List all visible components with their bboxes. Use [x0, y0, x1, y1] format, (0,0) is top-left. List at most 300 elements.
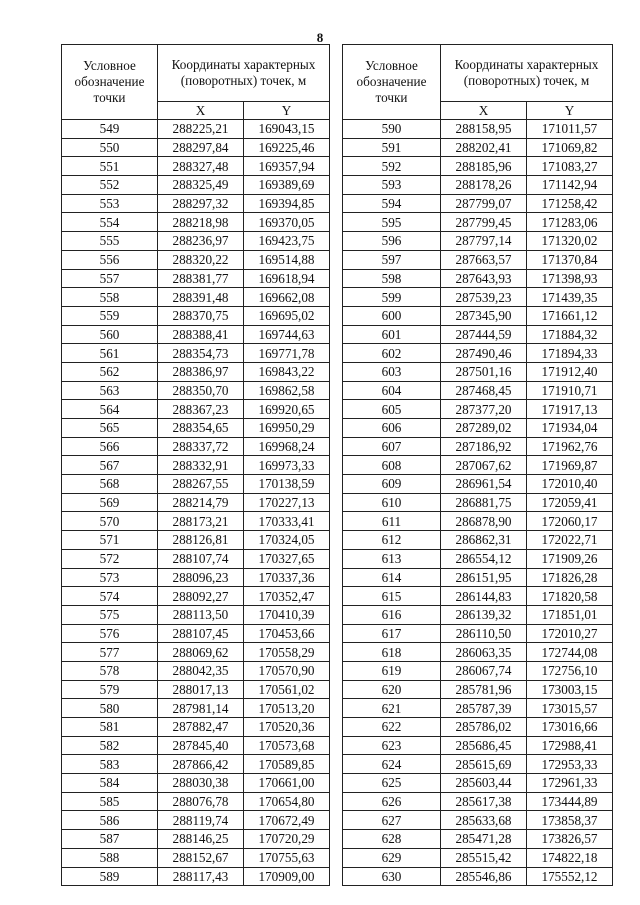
- point-number-cell: 582: [62, 736, 158, 755]
- page-number: 8: [316, 30, 324, 45]
- x-coordinate-cell: 288117,43: [158, 867, 244, 886]
- point-label-header: Условное обозначение точки: [62, 45, 158, 120]
- y-coordinate-cell: 171894,33: [527, 344, 613, 363]
- table-row: [343, 493, 613, 512]
- x-coordinate-cell: 285615,69: [441, 755, 527, 774]
- y-coordinate-cell: 169973,33: [244, 456, 330, 475]
- coordinates-header: Координаты характерных (поворотных) точек, м: [158, 45, 330, 102]
- y-coordinate-cell: 170333,41: [244, 512, 330, 531]
- table-row: [62, 493, 330, 512]
- x-coordinate-cell: 288214,79: [158, 493, 244, 512]
- y-coordinate-cell: 170324,05: [244, 531, 330, 550]
- point-number-cell: 584: [62, 774, 158, 793]
- point-number-cell: 564: [62, 400, 158, 419]
- table-row: [343, 792, 613, 811]
- x-coordinate-cell: 285603,44: [441, 774, 527, 793]
- table-row: [343, 736, 613, 755]
- table-row: [343, 400, 613, 419]
- point-number-cell: 576: [62, 624, 158, 643]
- table-row: [343, 381, 613, 400]
- y-coordinate-cell: 171826,28: [527, 568, 613, 587]
- x-coordinate-cell: 288017,13: [158, 680, 244, 699]
- table-row: [62, 176, 330, 195]
- y-coordinate-cell: 169744,63: [244, 325, 330, 344]
- point-number-cell: 622: [343, 718, 441, 737]
- point-number-cell: 612: [343, 531, 441, 550]
- y-coordinate-cell: 172059,41: [527, 493, 613, 512]
- point-number-cell: 569: [62, 493, 158, 512]
- table-row: [343, 661, 613, 680]
- point-number-cell: 590: [343, 120, 441, 139]
- y-coordinate-cell: 173444,89: [527, 792, 613, 811]
- x-coordinate-cell: 286881,75: [441, 493, 527, 512]
- table-row: [62, 456, 330, 475]
- point-number-cell: 594: [343, 194, 441, 213]
- point-number-cell: 559: [62, 306, 158, 325]
- table-row: [62, 157, 330, 176]
- point-number-cell: 603: [343, 362, 441, 381]
- point-number-cell: 619: [343, 661, 441, 680]
- x-coordinate-cell: 287539,23: [441, 288, 527, 307]
- y-coordinate-cell: 170570,90: [244, 661, 330, 680]
- x-coordinate-cell: 285617,38: [441, 792, 527, 811]
- y-coordinate-cell: 170755,63: [244, 848, 330, 867]
- y-coordinate-cell: 170573,68: [244, 736, 330, 755]
- table-row: [62, 437, 330, 456]
- y-coordinate-cell: 172010,27: [527, 624, 613, 643]
- y-coordinate-cell: 169514,88: [244, 250, 330, 269]
- table-row: [62, 699, 330, 718]
- y-coordinate-cell: 171820,58: [527, 587, 613, 606]
- table-row: [62, 475, 330, 494]
- y-coordinate-cell: 171370,84: [527, 250, 613, 269]
- table-row: [343, 624, 613, 643]
- table-row: [343, 755, 613, 774]
- table-row: [62, 587, 330, 606]
- y-coordinate-cell: 169225,46: [244, 138, 330, 157]
- x-coordinate-cell: 288297,84: [158, 138, 244, 157]
- x-coordinate-cell: 288042,35: [158, 661, 244, 680]
- x-coordinate-cell: 287444,59: [441, 325, 527, 344]
- x-coordinate-cell: 287663,57: [441, 250, 527, 269]
- table-row: [62, 549, 330, 568]
- y-coordinate-cell: 170337,36: [244, 568, 330, 587]
- point-number-cell: 618: [343, 643, 441, 662]
- x-coordinate-cell: 288388,41: [158, 325, 244, 344]
- table-row: [62, 811, 330, 830]
- x-coordinate-cell: 288370,75: [158, 306, 244, 325]
- point-number-cell: 568: [62, 475, 158, 494]
- point-number-cell: 571: [62, 531, 158, 550]
- y-coordinate-cell: 170561,02: [244, 680, 330, 699]
- x-coordinate-cell: 286862,31: [441, 531, 527, 550]
- y-coordinate-cell: 170520,36: [244, 718, 330, 737]
- point-number-cell: 600: [343, 306, 441, 325]
- x-coordinate-cell: 287797,14: [441, 232, 527, 251]
- y-coordinate-cell: 173016,66: [527, 718, 613, 737]
- table-row: [343, 643, 613, 662]
- x-coordinate-cell: 288381,77: [158, 269, 244, 288]
- x-coordinate-cell: 288218,98: [158, 213, 244, 232]
- y-coordinate-cell: 171661,12: [527, 306, 613, 325]
- table-body-right: [343, 120, 613, 886]
- x-coordinate-cell: 285471,28: [441, 830, 527, 849]
- table-row: [343, 587, 613, 606]
- y-coordinate-cell: 170327,65: [244, 549, 330, 568]
- y-coordinate-cell: 169968,24: [244, 437, 330, 456]
- x-coordinate-cell: 288158,95: [441, 120, 527, 139]
- y-coordinate-cell: 170672,49: [244, 811, 330, 830]
- table-row: [62, 306, 330, 325]
- y-coordinate-cell: 170352,47: [244, 587, 330, 606]
- point-number-cell: 607: [343, 437, 441, 456]
- y-coordinate-cell: 171069,82: [527, 138, 613, 157]
- point-number-cell: 626: [343, 792, 441, 811]
- table-row: [62, 325, 330, 344]
- y-coordinate-cell: 171011,57: [527, 120, 613, 139]
- y-coordinate-cell: 169618,94: [244, 269, 330, 288]
- table-row: [343, 568, 613, 587]
- x-coordinate-cell: 288076,78: [158, 792, 244, 811]
- x-coordinate-cell: 287866,42: [158, 755, 244, 774]
- y-coordinate-cell: 169662,08: [244, 288, 330, 307]
- x-coordinate-cell: 288126,81: [158, 531, 244, 550]
- table-row: [62, 830, 330, 849]
- y-coordinate-cell: 169370,05: [244, 213, 330, 232]
- y-coordinate-cell: 173003,15: [527, 680, 613, 699]
- x-coordinate-cell: 288367,23: [158, 400, 244, 419]
- point-number-cell: 605: [343, 400, 441, 419]
- table-body-left: [62, 120, 330, 886]
- y-coordinate-cell: 169862,58: [244, 381, 330, 400]
- table-row: [62, 381, 330, 400]
- point-number-cell: 557: [62, 269, 158, 288]
- table-row: [62, 848, 330, 867]
- y-coordinate-cell: 172010,40: [527, 475, 613, 494]
- y-coordinate-cell: 174822,18: [527, 848, 613, 867]
- point-number-cell: 597: [343, 250, 441, 269]
- y-coordinate-cell: 171934,04: [527, 419, 613, 438]
- table-row: [62, 232, 330, 251]
- x-coordinate-cell: 288297,32: [158, 194, 244, 213]
- y-coordinate-cell: 171851,01: [527, 605, 613, 624]
- y-coordinate-cell: 171909,26: [527, 549, 613, 568]
- point-number-cell: 573: [62, 568, 158, 587]
- x-coordinate-cell: 287799,45: [441, 213, 527, 232]
- y-coordinate-cell: 172060,17: [527, 512, 613, 531]
- point-number-cell: 629: [343, 848, 441, 867]
- point-number-cell: 553: [62, 194, 158, 213]
- x-coordinate-cell: 287490,46: [441, 344, 527, 363]
- table-row: [343, 830, 613, 849]
- point-number-cell: 592: [343, 157, 441, 176]
- table-row: [343, 250, 613, 269]
- x-coordinate-cell: 288185,96: [441, 157, 527, 176]
- y-coordinate-cell: 170654,80: [244, 792, 330, 811]
- point-number-cell: 585: [62, 792, 158, 811]
- point-number-cell: 599: [343, 288, 441, 307]
- table-row: [62, 792, 330, 811]
- y-coordinate-cell: 169394,85: [244, 194, 330, 213]
- table-row: [62, 867, 330, 886]
- table-row: [62, 755, 330, 774]
- point-number-cell: 602: [343, 344, 441, 363]
- table-row: [343, 269, 613, 288]
- y-coordinate-cell: 170589,85: [244, 755, 330, 774]
- table-row: [62, 718, 330, 737]
- table-row: [343, 362, 613, 381]
- point-number-cell: 589: [62, 867, 158, 886]
- point-number-cell: 604: [343, 381, 441, 400]
- table-row: [343, 176, 613, 195]
- y-coordinate-cell: 170661,00: [244, 774, 330, 793]
- x-coordinate-cell: 286110,50: [441, 624, 527, 643]
- x-coordinate-cell: 288354,65: [158, 419, 244, 438]
- x-coordinate-cell: 286878,90: [441, 512, 527, 531]
- y-coordinate-cell: 173826,57: [527, 830, 613, 849]
- x-coordinate-cell: 285786,02: [441, 718, 527, 737]
- x-coordinate-cell: 288332,91: [158, 456, 244, 475]
- x-coordinate-cell: 288107,45: [158, 624, 244, 643]
- x-coordinate-cell: 288267,55: [158, 475, 244, 494]
- point-number-cell: 556: [62, 250, 158, 269]
- y-coordinate-cell: 172988,41: [527, 736, 613, 755]
- point-number-cell: 552: [62, 176, 158, 195]
- y-coordinate-cell: 170720,29: [244, 830, 330, 849]
- point-number-cell: 610: [343, 493, 441, 512]
- point-number-cell: 577: [62, 643, 158, 662]
- point-number-cell: 615: [343, 587, 441, 606]
- x-coordinate-cell: 288146,25: [158, 830, 244, 849]
- table-row: [62, 419, 330, 438]
- table-row: [62, 362, 330, 381]
- y-coordinate-cell: 171398,93: [527, 269, 613, 288]
- x-coordinate-cell: 288152,67: [158, 848, 244, 867]
- x-coordinate-cell: 288327,48: [158, 157, 244, 176]
- x-coordinate-cell: 288107,74: [158, 549, 244, 568]
- table-row: [62, 288, 330, 307]
- x-coordinate-cell: 287501,16: [441, 362, 527, 381]
- point-number-cell: 591: [343, 138, 441, 157]
- point-number-cell: 561: [62, 344, 158, 363]
- coordinates-header: Координаты характерных (поворотных) точек, м: [441, 45, 613, 102]
- table-row: [343, 419, 613, 438]
- y-coordinate-cell: 173015,57: [527, 699, 613, 718]
- table-row: [62, 624, 330, 643]
- x-coordinate-cell: 287377,20: [441, 400, 527, 419]
- x-coordinate-cell: 285546,86: [441, 867, 527, 886]
- point-number-cell: 550: [62, 138, 158, 157]
- table-row: [343, 120, 613, 139]
- y-coordinate-cell: 170909,00: [244, 867, 330, 886]
- y-coordinate-cell: 169357,94: [244, 157, 330, 176]
- point-number-cell: 566: [62, 437, 158, 456]
- x-coordinate-cell: 285515,42: [441, 848, 527, 867]
- y-coordinate-cell: 169771,78: [244, 344, 330, 363]
- table-row: [343, 437, 613, 456]
- y-coordinate-cell: 172022,71: [527, 531, 613, 550]
- point-number-cell: 578: [62, 661, 158, 680]
- table-row: [343, 232, 613, 251]
- point-number-cell: 575: [62, 605, 158, 624]
- x-coordinate-cell: 288391,48: [158, 288, 244, 307]
- point-number-cell: 611: [343, 512, 441, 531]
- point-number-cell: 551: [62, 157, 158, 176]
- table-row: [62, 680, 330, 699]
- table-row: [343, 774, 613, 793]
- x-coordinate-cell: 287643,93: [441, 269, 527, 288]
- table-row: [343, 288, 613, 307]
- point-number-cell: 620: [343, 680, 441, 699]
- table-row: [343, 344, 613, 363]
- table-row: [343, 456, 613, 475]
- y-coordinate-cell: 171962,76: [527, 437, 613, 456]
- point-number-cell: 572: [62, 549, 158, 568]
- x-coordinate-cell: 288350,70: [158, 381, 244, 400]
- table-row: [343, 699, 613, 718]
- table-row: [343, 718, 613, 737]
- point-number-cell: 630: [343, 867, 441, 886]
- y-coordinate-cell: 171320,02: [527, 232, 613, 251]
- table-row: [343, 306, 613, 325]
- table-row: [343, 325, 613, 344]
- point-number-cell: 628: [343, 830, 441, 849]
- point-number-cell: 608: [343, 456, 441, 475]
- y-coordinate-cell: 169843,22: [244, 362, 330, 381]
- point-number-cell: 596: [343, 232, 441, 251]
- point-number-cell: 617: [343, 624, 441, 643]
- point-number-cell: 625: [343, 774, 441, 793]
- point-number-cell: 580: [62, 699, 158, 718]
- x-coordinate-cell: 288113,50: [158, 605, 244, 624]
- x-coordinate-cell: 285686,45: [441, 736, 527, 755]
- table-row: [62, 138, 330, 157]
- x-coordinate-cell: 287067,62: [441, 456, 527, 475]
- y-coordinate-cell: 171083,27: [527, 157, 613, 176]
- table-row: [62, 269, 330, 288]
- point-number-cell: 621: [343, 699, 441, 718]
- table-row: [62, 213, 330, 232]
- table-row: [343, 475, 613, 494]
- table-row: [343, 605, 613, 624]
- y-coordinate-cell: 169389,69: [244, 176, 330, 195]
- point-number-cell: 565: [62, 419, 158, 438]
- x-coordinate-cell: 287468,45: [441, 381, 527, 400]
- x-coordinate-cell: 285781,96: [441, 680, 527, 699]
- y-coordinate-cell: 170513,20: [244, 699, 330, 718]
- y-coordinate-cell: 169043,15: [244, 120, 330, 139]
- table-row: [343, 848, 613, 867]
- x-coordinate-cell: 288337,72: [158, 437, 244, 456]
- y-coordinate-cell: 169920,65: [244, 400, 330, 419]
- table-row: [343, 213, 613, 232]
- x-coordinate-cell: 288030,38: [158, 774, 244, 793]
- table-row: [62, 512, 330, 531]
- point-number-cell: 616: [343, 605, 441, 624]
- x-coordinate-cell: 288069,62: [158, 643, 244, 662]
- table-row: [62, 194, 330, 213]
- x-coordinate-cell: 288202,41: [441, 138, 527, 157]
- y-coordinate-cell: 172744,08: [527, 643, 613, 662]
- y-coordinate-cell: 170410,39: [244, 605, 330, 624]
- x-coordinate-cell: 286151,95: [441, 568, 527, 587]
- y-coordinate-cell: 172961,33: [527, 774, 613, 793]
- point-number-cell: 587: [62, 830, 158, 849]
- x-coordinate-cell: 287186,92: [441, 437, 527, 456]
- x-coordinate-cell: 287981,14: [158, 699, 244, 718]
- x-coordinate-cell: 285787,39: [441, 699, 527, 718]
- point-number-cell: 601: [343, 325, 441, 344]
- y-coordinate-cell: 170138,59: [244, 475, 330, 494]
- point-number-cell: 586: [62, 811, 158, 830]
- x-coordinate-cell: 288320,22: [158, 250, 244, 269]
- point-number-cell: 624: [343, 755, 441, 774]
- table-row: [343, 680, 613, 699]
- y-coordinate-cell: 169695,02: [244, 306, 330, 325]
- point-number-cell: 579: [62, 680, 158, 699]
- x-header: X: [441, 101, 527, 120]
- y-coordinate-cell: 171884,32: [527, 325, 613, 344]
- x-coordinate-cell: 288119,74: [158, 811, 244, 830]
- point-number-cell: 598: [343, 269, 441, 288]
- point-number-cell: 562: [62, 362, 158, 381]
- table-row: [343, 138, 613, 157]
- table-row: [62, 643, 330, 662]
- point-number-cell: 613: [343, 549, 441, 568]
- y-coordinate-cell: 170227,13: [244, 493, 330, 512]
- x-coordinate-cell: 288236,97: [158, 232, 244, 251]
- table-row: [62, 568, 330, 587]
- y-coordinate-cell: 171258,42: [527, 194, 613, 213]
- x-coordinate-cell: 288092,27: [158, 587, 244, 606]
- y-header: Y: [527, 101, 613, 120]
- point-number-cell: 614: [343, 568, 441, 587]
- point-number-cell: 623: [343, 736, 441, 755]
- x-coordinate-cell: 288386,97: [158, 362, 244, 381]
- point-number-cell: 555: [62, 232, 158, 251]
- x-coordinate-cell: 286067,74: [441, 661, 527, 680]
- table-row: [62, 736, 330, 755]
- point-number-cell: 558: [62, 288, 158, 307]
- point-number-cell: 570: [62, 512, 158, 531]
- y-coordinate-cell: 172953,33: [527, 755, 613, 774]
- y-coordinate-cell: 172756,10: [527, 661, 613, 680]
- table-row: [343, 531, 613, 550]
- x-coordinate-cell: 287845,40: [158, 736, 244, 755]
- x-coordinate-cell: 286554,12: [441, 549, 527, 568]
- y-coordinate-cell: 175552,12: [527, 867, 613, 886]
- x-coordinate-cell: 288096,23: [158, 568, 244, 587]
- point-number-cell: 595: [343, 213, 441, 232]
- x-coordinate-cell: 286063,35: [441, 643, 527, 662]
- table-row: [62, 120, 330, 139]
- x-coordinate-cell: 287882,47: [158, 718, 244, 737]
- point-number-cell: 563: [62, 381, 158, 400]
- table-row: [343, 512, 613, 531]
- table-row: [62, 344, 330, 363]
- y-coordinate-cell: 171142,94: [527, 176, 613, 195]
- x-coordinate-cell: 286961,54: [441, 475, 527, 494]
- x-coordinate-cell: 287345,90: [441, 306, 527, 325]
- coordinates-table-right: [342, 44, 613, 886]
- y-coordinate-cell: 171910,71: [527, 381, 613, 400]
- x-coordinate-cell: 288325,49: [158, 176, 244, 195]
- y-coordinate-cell: 171439,35: [527, 288, 613, 307]
- point-number-cell: 581: [62, 718, 158, 737]
- x-coordinate-cell: 288173,21: [158, 512, 244, 531]
- y-coordinate-cell: 171912,40: [527, 362, 613, 381]
- y-coordinate-cell: 169423,75: [244, 232, 330, 251]
